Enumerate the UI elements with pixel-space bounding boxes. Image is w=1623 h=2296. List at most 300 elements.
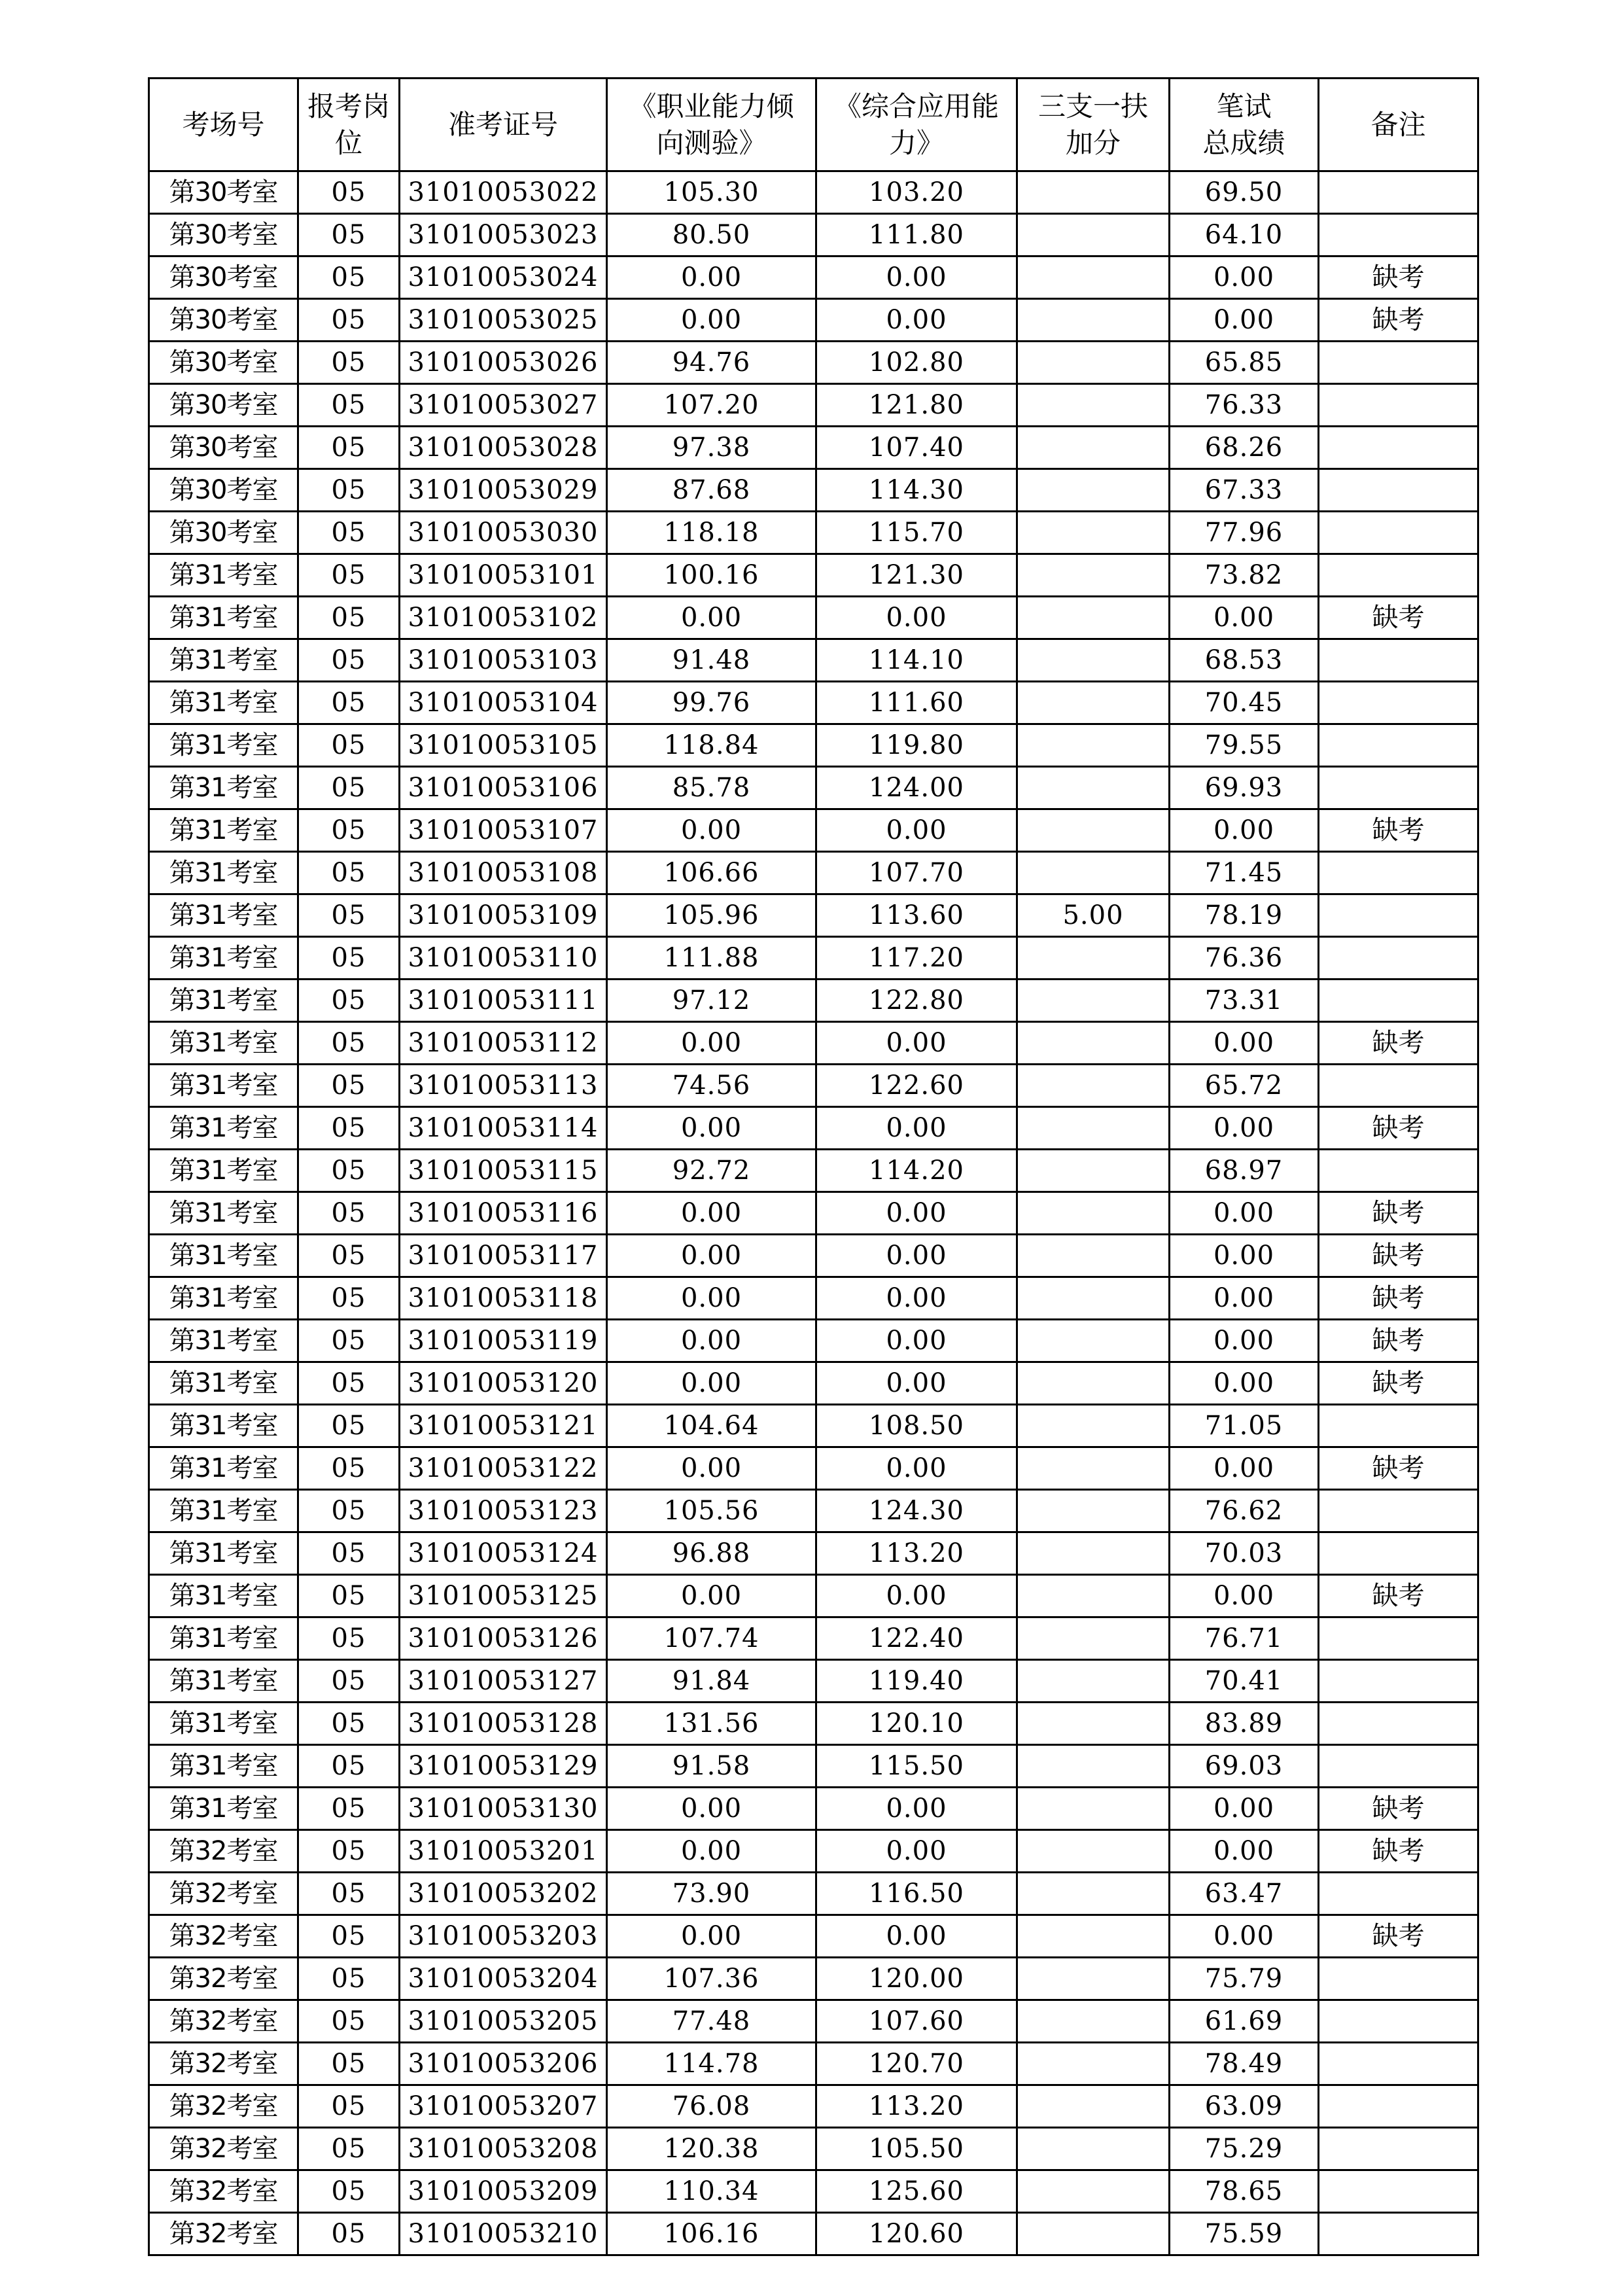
cell-applied-score: 0.00 bbox=[816, 1830, 1017, 1873]
cell-exam-room: 第31考室 bbox=[149, 1320, 298, 1362]
table-row bbox=[149, 1362, 1478, 1405]
cell-remark bbox=[1319, 2213, 1478, 2255]
cell-remark: 缺考 bbox=[1319, 1192, 1478, 1235]
cell-position: 05 bbox=[298, 2000, 400, 2043]
cell-total-score: 69.93 bbox=[1170, 767, 1319, 809]
cell-remark bbox=[1319, 1873, 1478, 1915]
header-total-score: 笔试 总成绩 bbox=[1170, 79, 1319, 171]
table-row bbox=[149, 1958, 1478, 2000]
cell-total-score: 0.00 bbox=[1170, 256, 1319, 299]
table-row bbox=[149, 682, 1478, 724]
table-row bbox=[149, 1575, 1478, 1617]
table-row bbox=[149, 980, 1478, 1022]
cell-applied-score: 120.10 bbox=[816, 1703, 1017, 1745]
cell-exam-room: 第31考室 bbox=[149, 980, 298, 1022]
cell-position: 05 bbox=[298, 1745, 400, 1788]
cell-total-score: 0.00 bbox=[1170, 1277, 1319, 1320]
header-aptitude-test: 《职业能力倾 向测验》 bbox=[607, 79, 816, 171]
cell-position: 05 bbox=[298, 1660, 400, 1703]
cell-total-score: 63.09 bbox=[1170, 2085, 1319, 2128]
cell-position: 05 bbox=[298, 2043, 400, 2085]
cell-ticket-number: 31010053112 bbox=[400, 1022, 607, 1065]
cell-remark bbox=[1319, 1617, 1478, 1660]
cell-remark bbox=[1319, 1532, 1478, 1575]
cell-exam-room: 第31考室 bbox=[149, 724, 298, 767]
header-exam-room: 考场号 bbox=[149, 79, 298, 171]
cell-ticket-number: 31010053205 bbox=[400, 2000, 607, 2043]
cell-remark: 缺考 bbox=[1319, 1575, 1478, 1617]
table-row bbox=[149, 1617, 1478, 1660]
cell-position: 05 bbox=[298, 1362, 400, 1405]
cell-ticket-number: 31010053121 bbox=[400, 1405, 607, 1447]
cell-exam-room: 第31考室 bbox=[149, 894, 298, 937]
cell-bonus bbox=[1017, 512, 1170, 554]
table-row bbox=[149, 1405, 1478, 1447]
cell-aptitude-score: 111.88 bbox=[607, 937, 816, 980]
cell-applied-score: 0.00 bbox=[816, 809, 1017, 852]
cell-bonus bbox=[1017, 1873, 1170, 1915]
cell-position: 05 bbox=[298, 2170, 400, 2213]
table-row bbox=[149, 1065, 1478, 1107]
cell-position: 05 bbox=[298, 1915, 400, 1958]
table-row bbox=[149, 1660, 1478, 1703]
cell-aptitude-score: 105.30 bbox=[607, 171, 816, 214]
cell-bonus bbox=[1017, 2085, 1170, 2128]
cell-ticket-number: 31010053123 bbox=[400, 1490, 607, 1532]
cell-position: 05 bbox=[298, 469, 400, 512]
cell-position: 05 bbox=[298, 852, 400, 894]
cell-aptitude-score: 107.20 bbox=[607, 384, 816, 427]
cell-aptitude-score: 0.00 bbox=[607, 1575, 816, 1617]
cell-applied-score: 124.30 bbox=[816, 1490, 1017, 1532]
cell-remark bbox=[1319, 852, 1478, 894]
cell-aptitude-score: 107.74 bbox=[607, 1617, 816, 1660]
cell-bonus bbox=[1017, 1830, 1170, 1873]
cell-exam-room: 第32考室 bbox=[149, 2170, 298, 2213]
cell-applied-score: 122.40 bbox=[816, 1617, 1017, 1660]
cell-position: 05 bbox=[298, 1830, 400, 1873]
cell-aptitude-score: 97.12 bbox=[607, 980, 816, 1022]
cell-position: 05 bbox=[298, 1703, 400, 1745]
cell-aptitude-score: 0.00 bbox=[607, 299, 816, 342]
cell-applied-score: 0.00 bbox=[816, 1277, 1017, 1320]
cell-remark bbox=[1319, 724, 1478, 767]
cell-exam-room: 第32考室 bbox=[149, 1873, 298, 1915]
cell-ticket-number: 31010053206 bbox=[400, 2043, 607, 2085]
cell-position: 05 bbox=[298, 256, 400, 299]
table-row bbox=[149, 639, 1478, 682]
cell-total-score: 0.00 bbox=[1170, 1915, 1319, 1958]
cell-position: 05 bbox=[298, 1788, 400, 1830]
cell-ticket-number: 31010053125 bbox=[400, 1575, 607, 1617]
cell-bonus bbox=[1017, 1788, 1170, 1830]
cell-total-score: 76.33 bbox=[1170, 384, 1319, 427]
cell-position: 05 bbox=[298, 767, 400, 809]
cell-position: 05 bbox=[298, 299, 400, 342]
cell-applied-score: 0.00 bbox=[816, 1320, 1017, 1362]
cell-total-score: 0.00 bbox=[1170, 1192, 1319, 1235]
cell-bonus bbox=[1017, 639, 1170, 682]
cell-aptitude-score: 0.00 bbox=[607, 1915, 816, 1958]
cell-exam-room: 第31考室 bbox=[149, 767, 298, 809]
cell-ticket-number: 31010053204 bbox=[400, 1958, 607, 2000]
cell-remark: 缺考 bbox=[1319, 597, 1478, 639]
cell-exam-room: 第31考室 bbox=[149, 1405, 298, 1447]
cell-total-score: 64.10 bbox=[1170, 214, 1319, 256]
cell-position: 05 bbox=[298, 1873, 400, 1915]
table-row bbox=[149, 1447, 1478, 1490]
cell-remark: 缺考 bbox=[1319, 1788, 1478, 1830]
table-row bbox=[149, 852, 1478, 894]
header-remarks: 备注 bbox=[1319, 79, 1478, 171]
cell-total-score: 0.00 bbox=[1170, 299, 1319, 342]
cell-ticket-number: 31010053025 bbox=[400, 299, 607, 342]
cell-total-score: 71.45 bbox=[1170, 852, 1319, 894]
cell-total-score: 76.71 bbox=[1170, 1617, 1319, 1660]
cell-bonus bbox=[1017, 469, 1170, 512]
cell-position: 05 bbox=[298, 1490, 400, 1532]
cell-total-score: 0.00 bbox=[1170, 1830, 1319, 1873]
cell-remark bbox=[1319, 2000, 1478, 2043]
cell-remark bbox=[1319, 1150, 1478, 1192]
cell-remark bbox=[1319, 469, 1478, 512]
cell-aptitude-score: 0.00 bbox=[607, 1320, 816, 1362]
cell-bonus bbox=[1017, 1235, 1170, 1277]
cell-aptitude-score: 91.84 bbox=[607, 1660, 816, 1703]
cell-bonus bbox=[1017, 682, 1170, 724]
cell-bonus bbox=[1017, 1745, 1170, 1788]
cell-exam-room: 第32考室 bbox=[149, 2000, 298, 2043]
cell-position: 05 bbox=[298, 937, 400, 980]
cell-ticket-number: 31010053030 bbox=[400, 512, 607, 554]
cell-total-score: 69.50 bbox=[1170, 171, 1319, 214]
cell-ticket-number: 31010053124 bbox=[400, 1532, 607, 1575]
cell-applied-score: 0.00 bbox=[816, 1022, 1017, 1065]
cell-total-score: 70.45 bbox=[1170, 682, 1319, 724]
cell-aptitude-score: 0.00 bbox=[607, 1277, 816, 1320]
cell-aptitude-score: 92.72 bbox=[607, 1150, 816, 1192]
cell-remark bbox=[1319, 682, 1478, 724]
cell-remark: 缺考 bbox=[1319, 1235, 1478, 1277]
table-row bbox=[149, 1150, 1478, 1192]
cell-exam-room: 第31考室 bbox=[149, 1745, 298, 1788]
cell-aptitude-score: 0.00 bbox=[607, 256, 816, 299]
cell-applied-score: 108.50 bbox=[816, 1405, 1017, 1447]
cell-ticket-number: 31010053126 bbox=[400, 1617, 607, 1660]
table-row bbox=[149, 1490, 1478, 1532]
cell-exam-room: 第31考室 bbox=[149, 682, 298, 724]
cell-applied-score: 114.30 bbox=[816, 469, 1017, 512]
cell-remark bbox=[1319, 427, 1478, 469]
cell-total-score: 68.53 bbox=[1170, 639, 1319, 682]
cell-bonus bbox=[1017, 2170, 1170, 2213]
header-ticket-number: 准考证号 bbox=[400, 79, 607, 171]
cell-exam-room: 第31考室 bbox=[149, 639, 298, 682]
cell-applied-score: 115.70 bbox=[816, 512, 1017, 554]
cell-exam-room: 第31考室 bbox=[149, 1788, 298, 1830]
cell-bonus bbox=[1017, 2043, 1170, 2085]
cell-position: 05 bbox=[298, 1405, 400, 1447]
cell-remark: 缺考 bbox=[1319, 1830, 1478, 1873]
cell-remark bbox=[1319, 639, 1478, 682]
cell-exam-room: 第32考室 bbox=[149, 2043, 298, 2085]
table-row bbox=[149, 1830, 1478, 1873]
table-row bbox=[149, 1022, 1478, 1065]
cell-position: 05 bbox=[298, 980, 400, 1022]
cell-ticket-number: 31010053102 bbox=[400, 597, 607, 639]
cell-aptitude-score: 0.00 bbox=[607, 809, 816, 852]
cell-remark bbox=[1319, 2085, 1478, 2128]
cell-aptitude-score: 0.00 bbox=[607, 1107, 816, 1150]
cell-total-score: 70.41 bbox=[1170, 1660, 1319, 1703]
cell-applied-score: 107.60 bbox=[816, 2000, 1017, 2043]
cell-ticket-number: 31010053104 bbox=[400, 682, 607, 724]
cell-applied-score: 122.80 bbox=[816, 980, 1017, 1022]
cell-aptitude-score: 100.16 bbox=[607, 554, 816, 597]
header-bonus-points: 三支一扶 加分 bbox=[1017, 79, 1170, 171]
cell-aptitude-score: 105.96 bbox=[607, 894, 816, 937]
cell-position: 05 bbox=[298, 724, 400, 767]
cell-aptitude-score: 76.08 bbox=[607, 2085, 816, 2128]
cell-total-score: 76.36 bbox=[1170, 937, 1319, 980]
cell-ticket-number: 31010053107 bbox=[400, 809, 607, 852]
cell-remark bbox=[1319, 1490, 1478, 1532]
cell-applied-score: 121.30 bbox=[816, 554, 1017, 597]
cell-applied-score: 0.00 bbox=[816, 1362, 1017, 1405]
cell-ticket-number: 31010053114 bbox=[400, 1107, 607, 1150]
cell-aptitude-score: 80.50 bbox=[607, 214, 816, 256]
cell-applied-score: 113.60 bbox=[816, 894, 1017, 937]
cell-exam-room: 第32考室 bbox=[149, 2128, 298, 2170]
cell-position: 05 bbox=[298, 1065, 400, 1107]
cell-remark bbox=[1319, 2170, 1478, 2213]
cell-aptitude-score: 106.16 bbox=[607, 2213, 816, 2255]
cell-exam-room: 第30考室 bbox=[149, 171, 298, 214]
cell-position: 05 bbox=[298, 1958, 400, 2000]
cell-ticket-number: 31010053130 bbox=[400, 1788, 607, 1830]
table-row bbox=[149, 2213, 1478, 2255]
table-row bbox=[149, 894, 1478, 937]
cell-ticket-number: 31010053203 bbox=[400, 1915, 607, 1958]
cell-remark: 缺考 bbox=[1319, 1915, 1478, 1958]
cell-applied-score: 0.00 bbox=[816, 1192, 1017, 1235]
cell-bonus bbox=[1017, 1320, 1170, 1362]
table-row bbox=[149, 2000, 1478, 2043]
cell-ticket-number: 31010053028 bbox=[400, 427, 607, 469]
cell-bonus bbox=[1017, 1107, 1170, 1150]
cell-total-score: 0.00 bbox=[1170, 1235, 1319, 1277]
cell-ticket-number: 31010053106 bbox=[400, 767, 607, 809]
cell-remark bbox=[1319, 342, 1478, 384]
cell-applied-score: 122.60 bbox=[816, 1065, 1017, 1107]
cell-aptitude-score: 104.64 bbox=[607, 1405, 816, 1447]
cell-applied-score: 111.80 bbox=[816, 214, 1017, 256]
cell-aptitude-score: 97.38 bbox=[607, 427, 816, 469]
cell-applied-score: 0.00 bbox=[816, 256, 1017, 299]
cell-position: 05 bbox=[298, 512, 400, 554]
cell-applied-score: 121.80 bbox=[816, 384, 1017, 427]
cell-bonus bbox=[1017, 342, 1170, 384]
cell-applied-score: 0.00 bbox=[816, 1915, 1017, 1958]
cell-remark bbox=[1319, 1660, 1478, 1703]
cell-bonus bbox=[1017, 1532, 1170, 1575]
table-row bbox=[149, 809, 1478, 852]
cell-ticket-number: 31010053210 bbox=[400, 2213, 607, 2255]
table-row bbox=[149, 724, 1478, 767]
cell-ticket-number: 31010053110 bbox=[400, 937, 607, 980]
cell-exam-room: 第31考室 bbox=[149, 1447, 298, 1490]
cell-exam-room: 第31考室 bbox=[149, 1235, 298, 1277]
cell-exam-room: 第31考室 bbox=[149, 1107, 298, 1150]
cell-ticket-number: 31010053023 bbox=[400, 214, 607, 256]
cell-exam-room: 第31考室 bbox=[149, 1150, 298, 1192]
cell-exam-room: 第30考室 bbox=[149, 427, 298, 469]
cell-remark bbox=[1319, 214, 1478, 256]
table-row bbox=[149, 1320, 1478, 1362]
cell-position: 05 bbox=[298, 171, 400, 214]
cell-total-score: 0.00 bbox=[1170, 809, 1319, 852]
cell-remark bbox=[1319, 512, 1478, 554]
cell-total-score: 65.85 bbox=[1170, 342, 1319, 384]
table-row bbox=[149, 299, 1478, 342]
cell-bonus bbox=[1017, 1192, 1170, 1235]
cell-applied-score: 111.60 bbox=[816, 682, 1017, 724]
cell-bonus: 5.00 bbox=[1017, 894, 1170, 937]
cell-total-score: 0.00 bbox=[1170, 1107, 1319, 1150]
cell-total-score: 71.05 bbox=[1170, 1405, 1319, 1447]
table-row bbox=[149, 1703, 1478, 1745]
cell-ticket-number: 31010053208 bbox=[400, 2128, 607, 2170]
cell-ticket-number: 31010053109 bbox=[400, 894, 607, 937]
cell-position: 05 bbox=[298, 1235, 400, 1277]
cell-bonus bbox=[1017, 1660, 1170, 1703]
cell-remark: 缺考 bbox=[1319, 809, 1478, 852]
cell-bonus bbox=[1017, 1150, 1170, 1192]
cell-aptitude-score: 0.00 bbox=[607, 1022, 816, 1065]
cell-exam-room: 第31考室 bbox=[149, 1065, 298, 1107]
cell-position: 05 bbox=[298, 809, 400, 852]
cell-total-score: 61.69 bbox=[1170, 2000, 1319, 2043]
cell-total-score: 76.62 bbox=[1170, 1490, 1319, 1532]
table-row bbox=[149, 1277, 1478, 1320]
cell-ticket-number: 31010053122 bbox=[400, 1447, 607, 1490]
cell-applied-score: 0.00 bbox=[816, 1107, 1017, 1150]
cell-position: 05 bbox=[298, 1107, 400, 1150]
cell-position: 05 bbox=[298, 427, 400, 469]
cell-exam-room: 第30考室 bbox=[149, 214, 298, 256]
cell-position: 05 bbox=[298, 597, 400, 639]
cell-ticket-number: 31010053029 bbox=[400, 469, 607, 512]
cell-exam-room: 第31考室 bbox=[149, 1532, 298, 1575]
cell-total-score: 78.19 bbox=[1170, 894, 1319, 937]
cell-aptitude-score: 118.84 bbox=[607, 724, 816, 767]
cell-exam-room: 第32考室 bbox=[149, 1830, 298, 1873]
cell-exam-room: 第32考室 bbox=[149, 1915, 298, 1958]
cell-remark bbox=[1319, 2128, 1478, 2170]
cell-exam-room: 第31考室 bbox=[149, 852, 298, 894]
cell-applied-score: 124.00 bbox=[816, 767, 1017, 809]
cell-bonus bbox=[1017, 1617, 1170, 1660]
cell-bonus bbox=[1017, 809, 1170, 852]
cell-ticket-number: 31010053207 bbox=[400, 2085, 607, 2128]
cell-total-score: 0.00 bbox=[1170, 1022, 1319, 1065]
cell-position: 05 bbox=[298, 342, 400, 384]
cell-position: 05 bbox=[298, 682, 400, 724]
cell-total-score: 68.97 bbox=[1170, 1150, 1319, 1192]
cell-aptitude-score: 99.76 bbox=[607, 682, 816, 724]
cell-remark bbox=[1319, 767, 1478, 809]
cell-aptitude-score: 118.18 bbox=[607, 512, 816, 554]
cell-ticket-number: 31010053111 bbox=[400, 980, 607, 1022]
table-row bbox=[149, 1107, 1478, 1150]
cell-bonus bbox=[1017, 1065, 1170, 1107]
cell-bonus bbox=[1017, 384, 1170, 427]
cell-bonus bbox=[1017, 299, 1170, 342]
table-row bbox=[149, 427, 1478, 469]
table-row bbox=[149, 597, 1478, 639]
cell-position: 05 bbox=[298, 1150, 400, 1192]
cell-applied-score: 105.50 bbox=[816, 2128, 1017, 2170]
cell-remark: 缺考 bbox=[1319, 256, 1478, 299]
header-position: 报考岗 位 bbox=[298, 79, 400, 171]
table-row bbox=[149, 937, 1478, 980]
cell-exam-room: 第31考室 bbox=[149, 1022, 298, 1065]
cell-aptitude-score: 73.90 bbox=[607, 1873, 816, 1915]
cell-exam-room: 第32考室 bbox=[149, 1958, 298, 2000]
table-row bbox=[149, 1192, 1478, 1235]
cell-exam-room: 第31考室 bbox=[149, 1362, 298, 1405]
cell-applied-score: 119.80 bbox=[816, 724, 1017, 767]
cell-aptitude-score: 74.56 bbox=[607, 1065, 816, 1107]
cell-total-score: 0.00 bbox=[1170, 597, 1319, 639]
cell-ticket-number: 31010053202 bbox=[400, 1873, 607, 1915]
cell-exam-room: 第30考室 bbox=[149, 342, 298, 384]
cell-applied-score: 107.70 bbox=[816, 852, 1017, 894]
cell-bonus bbox=[1017, 1447, 1170, 1490]
cell-ticket-number: 31010053116 bbox=[400, 1192, 607, 1235]
cell-aptitude-score: 120.38 bbox=[607, 2128, 816, 2170]
cell-applied-score: 125.60 bbox=[816, 2170, 1017, 2213]
table-row bbox=[149, 1235, 1478, 1277]
cell-total-score: 63.47 bbox=[1170, 1873, 1319, 1915]
cell-bonus bbox=[1017, 1362, 1170, 1405]
cell-total-score: 0.00 bbox=[1170, 1362, 1319, 1405]
cell-total-score: 75.79 bbox=[1170, 1958, 1319, 2000]
cell-position: 05 bbox=[298, 1277, 400, 1320]
cell-exam-room: 第31考室 bbox=[149, 1660, 298, 1703]
cell-applied-score: 0.00 bbox=[816, 1575, 1017, 1617]
cell-aptitude-score: 91.58 bbox=[607, 1745, 816, 1788]
table-row bbox=[149, 2043, 1478, 2085]
cell-bonus bbox=[1017, 980, 1170, 1022]
cell-total-score: 0.00 bbox=[1170, 1320, 1319, 1362]
cell-bonus bbox=[1017, 1022, 1170, 1065]
cell-exam-room: 第31考室 bbox=[149, 597, 298, 639]
table-row bbox=[149, 342, 1478, 384]
cell-ticket-number: 31010053119 bbox=[400, 1320, 607, 1362]
cell-exam-room: 第32考室 bbox=[149, 2213, 298, 2255]
cell-applied-score: 0.00 bbox=[816, 1788, 1017, 1830]
cell-applied-score: 120.00 bbox=[816, 1958, 1017, 2000]
cell-bonus bbox=[1017, 2213, 1170, 2255]
cell-total-score: 70.03 bbox=[1170, 1532, 1319, 1575]
header-row bbox=[149, 79, 1478, 171]
cell-bonus bbox=[1017, 852, 1170, 894]
cell-remark: 缺考 bbox=[1319, 1277, 1478, 1320]
table-row bbox=[149, 2085, 1478, 2128]
cell-bonus bbox=[1017, 427, 1170, 469]
cell-applied-score: 117.20 bbox=[816, 937, 1017, 980]
